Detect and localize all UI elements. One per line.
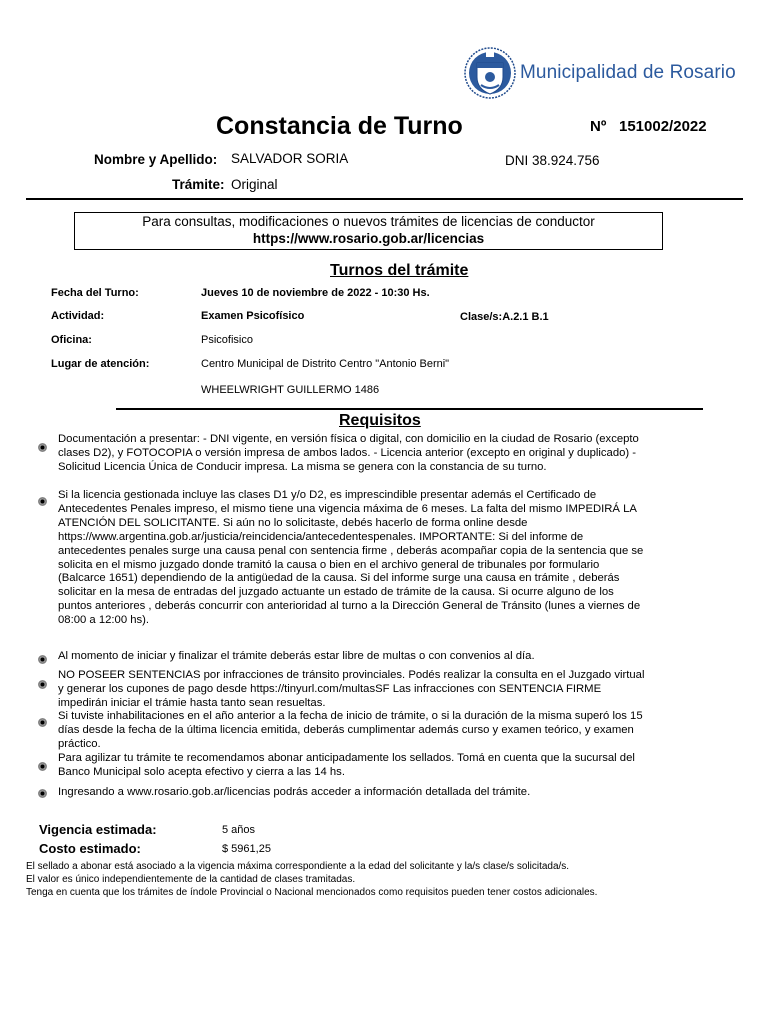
lugar-label: Lugar de atención: bbox=[51, 358, 150, 370]
requisitos-title: Requisitos bbox=[339, 412, 421, 429]
divider bbox=[116, 408, 703, 410]
vigencia-label: Vigencia estimada: bbox=[39, 822, 157, 837]
requisito-item: NO POSEER SENTENCIAS por infracciones de tránsito provinciales. Podés realizar la consulta en el Juzgado virtual y generar los cupones de pago desde https://tinyurl.com/multasSF Las infracciones con SENTENCIA FIRME impedirán iniciar el trámie hasta tanto sean resueltas. bbox=[58, 669, 645, 709]
requisito-item: Documentación a presentar: - DNI vigente, en versión física o digital, con domicilio en la ciudad de Rosario (excepto clases D2), y FOTOCOPIA o versión impresa de ambos lados. - Licencia anterior (excepto en original y duplicado) - Solicitud Licencia Única de Conducir impresa. La misma se genera con la constancia de su turno. bbox=[58, 433, 639, 473]
dni-value: DNI 38.924.756 bbox=[505, 153, 600, 168]
municipalidad-seal-logo bbox=[464, 45, 516, 101]
requisito-item: Si tuviste inhabilitaciones en el año anterior a la fecha de inicio de trámite, o si la duración de la misma superó los 15 días desde la fecha de la última licencia emitida, deberás cumplimentar además curso y examen teórico, y examen práctico. bbox=[58, 710, 643, 750]
tramite-value: Original bbox=[231, 177, 278, 192]
requisito-item: Al momento de iniciar y finalizar el trámite deberás estar libre de multas o con convenios al día. bbox=[58, 650, 535, 662]
numero-label: Nº bbox=[590, 118, 607, 135]
costo-value: $ 5961,25 bbox=[222, 843, 271, 855]
direccion-value: WHEELWRIGHT GUILLERMO 1486 bbox=[201, 384, 380, 396]
footer-note: El valor es único independientemente de la cantidad de clases tramitadas. bbox=[26, 874, 356, 885]
nombre-value: SALVADOR SORIA bbox=[231, 151, 349, 166]
actividad-value: Examen Psicofísico bbox=[201, 310, 305, 322]
bullet-icon bbox=[38, 443, 47, 452]
brand-name: Municipalidad de Rosario bbox=[520, 62, 736, 83]
requisito-item: Para agilizar tu trámite te recomendamos abonar anticipadamente los sellados. Tomá en cuenta que la sucursal del Banco Municipal solo acepta efectivo y cierra a las 14 hs. bbox=[58, 752, 635, 778]
licencias-link[interactable]: https://www.rosario.gob.ar/licencias bbox=[252, 231, 485, 246]
footer-note: Tenga en cuenta que los trámites de índole Provincial o Nacional mencionados como requisitos pueden tener costos adicionales. bbox=[26, 887, 598, 898]
oficina-value: Psicofisico bbox=[201, 334, 253, 346]
nombre-label: Nombre y Apellido: bbox=[94, 152, 218, 167]
divider bbox=[26, 198, 743, 200]
requisito-item: Ingresando a www.rosario.gob.ar/licencias podrás acceder a información detallada del trámite. bbox=[58, 786, 531, 798]
requisito-item: Si la licencia gestionada incluye las clases D1 y/o D2, es imprescindible presentar además el Certificado de Antecedentes Penales impreso, el mismo tiene una vigencia máxima de 6 meses. La falta del mismo IMPEDIRÁ LA ATENCIÓN DEL SOLICITANTE. Si aún no lo solicitaste, debés hacerlo de forma online desde https://www.argentina.gob.ar/justicia/reincidencia/antecedentespenales. IMPORTANTE: Si del informe de antecedentes penales surge una causa penal con sentencia firme , deberás acompañar copia de la sentencia que se solicita en el mismo juzgado donde tramitó la causa o bien en el archivo general de tribunales por formulario (Balcarce 1651) dependiendo de la antigüedad de la causa. Si del informe surge una causa en trámite , deberás solicitar en la mesa de entradas del juzgado actuante un estado de trámite de la causa. Si ocurre alguno de los puntos anteriores , deberás concurrir con anterioridad al turno a la Dirección General de Tránsito (lunes a viernes de 08:00 a 12:00 hs). bbox=[58, 489, 644, 627]
fecha-label: Fecha del Turno: bbox=[51, 287, 139, 299]
bullet-icon bbox=[38, 762, 47, 771]
numero-value: 151002/2022 bbox=[619, 118, 707, 135]
fecha-value: Jueves 10 de noviembre de 2022 - 10:30 Hs. bbox=[201, 287, 430, 299]
bullet-icon bbox=[38, 655, 47, 664]
oficina-label: Oficina: bbox=[51, 334, 92, 346]
costo-label: Costo estimado: bbox=[39, 841, 141, 856]
bullet-icon bbox=[38, 718, 47, 727]
bullet-icon bbox=[38, 497, 47, 506]
clase-value: Clase/s:A.2.1 B.1 bbox=[460, 311, 549, 323]
bullet-icon bbox=[38, 680, 47, 689]
actividad-label: Actividad: bbox=[51, 310, 105, 322]
footer-note: El sellado a abonar está asociado a la vigencia máxima correspondiente a la edad del solicitante y la/s clase/s solicitada/s. bbox=[26, 861, 570, 872]
page-title: Constancia de Turno bbox=[216, 112, 463, 140]
info-box bbox=[74, 212, 663, 250]
tramite-label: Trámite: bbox=[172, 177, 225, 192]
turnos-title: Turnos del trámite bbox=[330, 262, 469, 279]
info-text: Para consultas, modificaciones o nuevos trámites de licencias de conductor bbox=[142, 214, 595, 229]
lugar-value: Centro Municipal de Distrito Centro "Antonio Berni" bbox=[201, 358, 450, 370]
vigencia-value: 5 años bbox=[222, 824, 256, 836]
bullet-icon bbox=[38, 789, 47, 798]
